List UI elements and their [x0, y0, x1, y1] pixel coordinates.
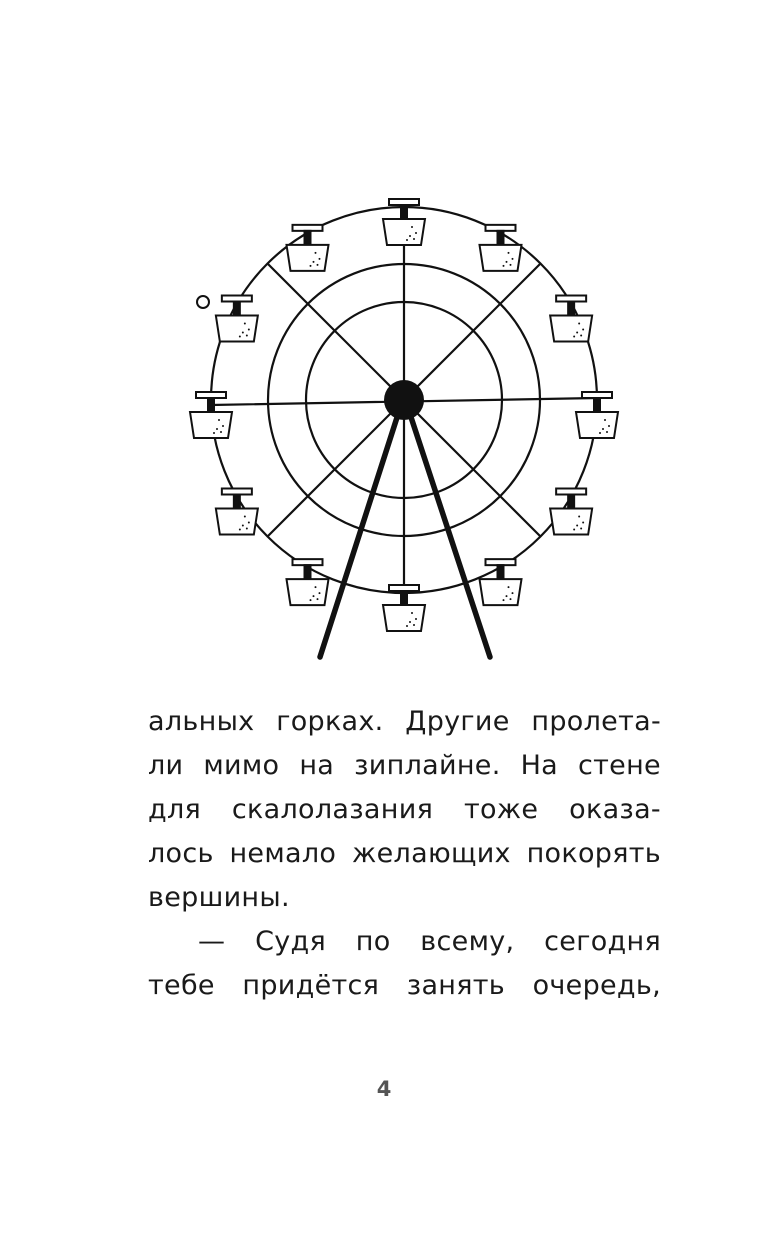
gondola — [287, 225, 329, 271]
gondola — [480, 559, 522, 605]
hub — [384, 380, 424, 420]
gondola — [550, 296, 592, 342]
gondola — [550, 489, 592, 535]
gondola — [287, 559, 329, 605]
text-line: — Судя по всему, сегодня — [198, 926, 661, 957]
text-line: альных горках. Другие пролета- — [148, 706, 661, 737]
gondola — [576, 392, 618, 438]
text-line: лось немало желающих покорять — [148, 838, 661, 869]
gondola — [190, 392, 232, 438]
body-text — [148, 700, 661, 1008]
gondola — [383, 199, 425, 245]
text-line: ли мимо на зиплайне. На стене — [148, 750, 661, 781]
gondola — [383, 585, 425, 631]
gondola — [216, 489, 258, 535]
text-line: вершины. — [148, 882, 290, 913]
gondola — [216, 296, 258, 342]
bubble-decoration — [197, 296, 209, 308]
gondola — [480, 225, 522, 271]
text-line: для скалолазания тоже оказа- — [148, 794, 661, 825]
text-line: тебе придётся занять очередь, — [148, 970, 661, 1001]
page-number: 4 — [376, 1077, 392, 1101]
